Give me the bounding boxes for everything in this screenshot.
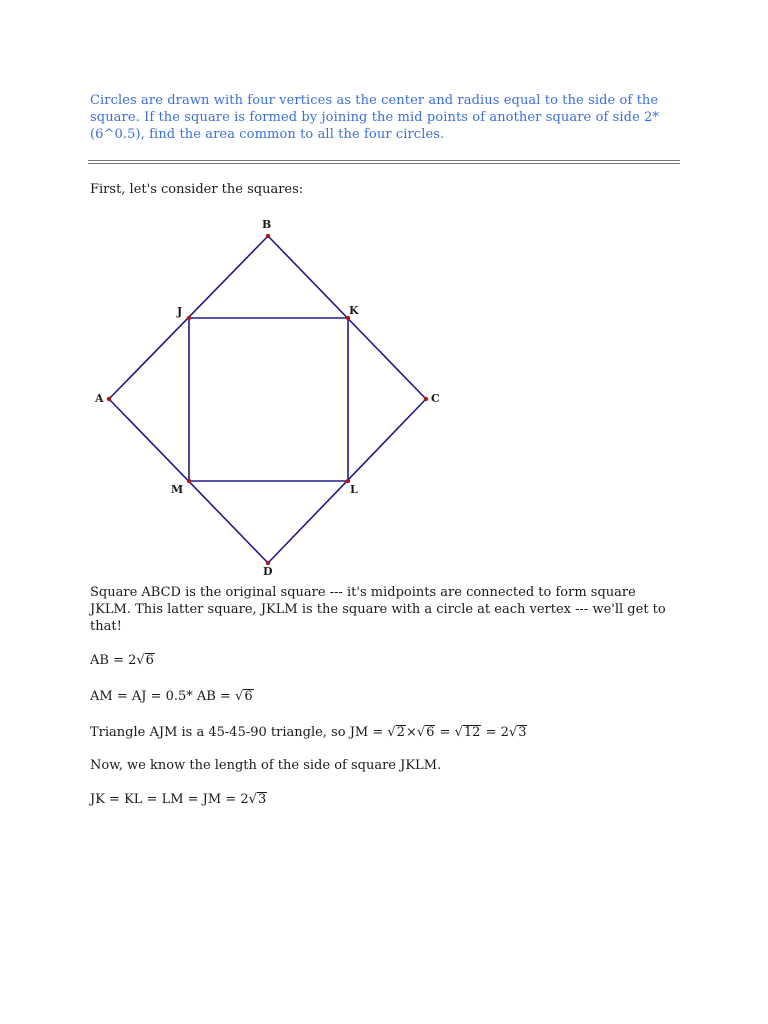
side-length-text: Now, we know the length of the side of square JKLM. bbox=[90, 758, 442, 773]
equation-jk-lhs: JK = KL = LM = JM = 2 bbox=[90, 792, 249, 807]
sqrt-symbol: √2 bbox=[387, 725, 405, 740]
point-j bbox=[187, 316, 191, 320]
label-c: C bbox=[431, 392, 440, 405]
point-b bbox=[266, 234, 270, 238]
label-k: K bbox=[349, 304, 359, 317]
sqrt-symbol: √12 bbox=[454, 725, 481, 740]
radicand: 12 bbox=[463, 725, 481, 740]
sqrt-symbol: √3 bbox=[508, 725, 527, 740]
sqrt-symbol: √6 bbox=[136, 653, 154, 668]
label-l: L bbox=[350, 483, 358, 496]
radicand: 6 bbox=[244, 689, 253, 704]
equals-sign: = bbox=[435, 725, 455, 740]
radicand: 2 bbox=[396, 725, 405, 740]
equation-ab-lhs: AB = 2 bbox=[90, 653, 137, 668]
label-j: J bbox=[177, 305, 183, 318]
point-a bbox=[107, 397, 111, 401]
equals-coefficient: = 2 bbox=[481, 725, 509, 740]
intro-text: First, let's consider the squares: bbox=[90, 182, 304, 197]
equation-jm bbox=[90, 724, 680, 741]
label-d: D bbox=[263, 565, 273, 578]
equation-jm-lhs: Triangle AJM is a 45-45-90 triangle, so JM = bbox=[90, 725, 388, 740]
radicand: 6 bbox=[426, 725, 435, 740]
label-b: B bbox=[262, 218, 272, 231]
explanation-paragraph: Square ABCD is the original square --- it's midpoints are connected to form square JKLM. This latter square, JKLM is the square with a circle at each vertex --- we'll get to that! bbox=[90, 585, 666, 634]
sqrt-symbol: √3 bbox=[248, 792, 267, 807]
problem-statement: Circles are drawn with four vertices as the center and radius equal to the side of the square. If the square is formed by joining the mid points of another square of side 2*(6^0.5), find the area common to all the four circles. bbox=[90, 93, 660, 142]
point-m bbox=[187, 479, 191, 483]
point-c bbox=[424, 397, 428, 401]
diagram-edges bbox=[109, 236, 426, 563]
diagram-points bbox=[107, 234, 428, 565]
equation-am-lhs: AM = AJ = 0.5* AB = bbox=[90, 689, 236, 704]
radicand: 3 bbox=[257, 792, 267, 807]
times-sign: × bbox=[405, 725, 417, 740]
equation-am bbox=[90, 688, 680, 705]
equation-ab bbox=[90, 652, 680, 669]
radicand: 6 bbox=[145, 653, 154, 668]
sqrt-symbol: √6 bbox=[416, 725, 435, 740]
radicand: 3 bbox=[518, 725, 527, 740]
sqrt-symbol: √6 bbox=[235, 689, 253, 704]
equation-jk bbox=[90, 791, 680, 808]
label-m: M bbox=[171, 483, 184, 496]
label-a: A bbox=[95, 392, 104, 405]
